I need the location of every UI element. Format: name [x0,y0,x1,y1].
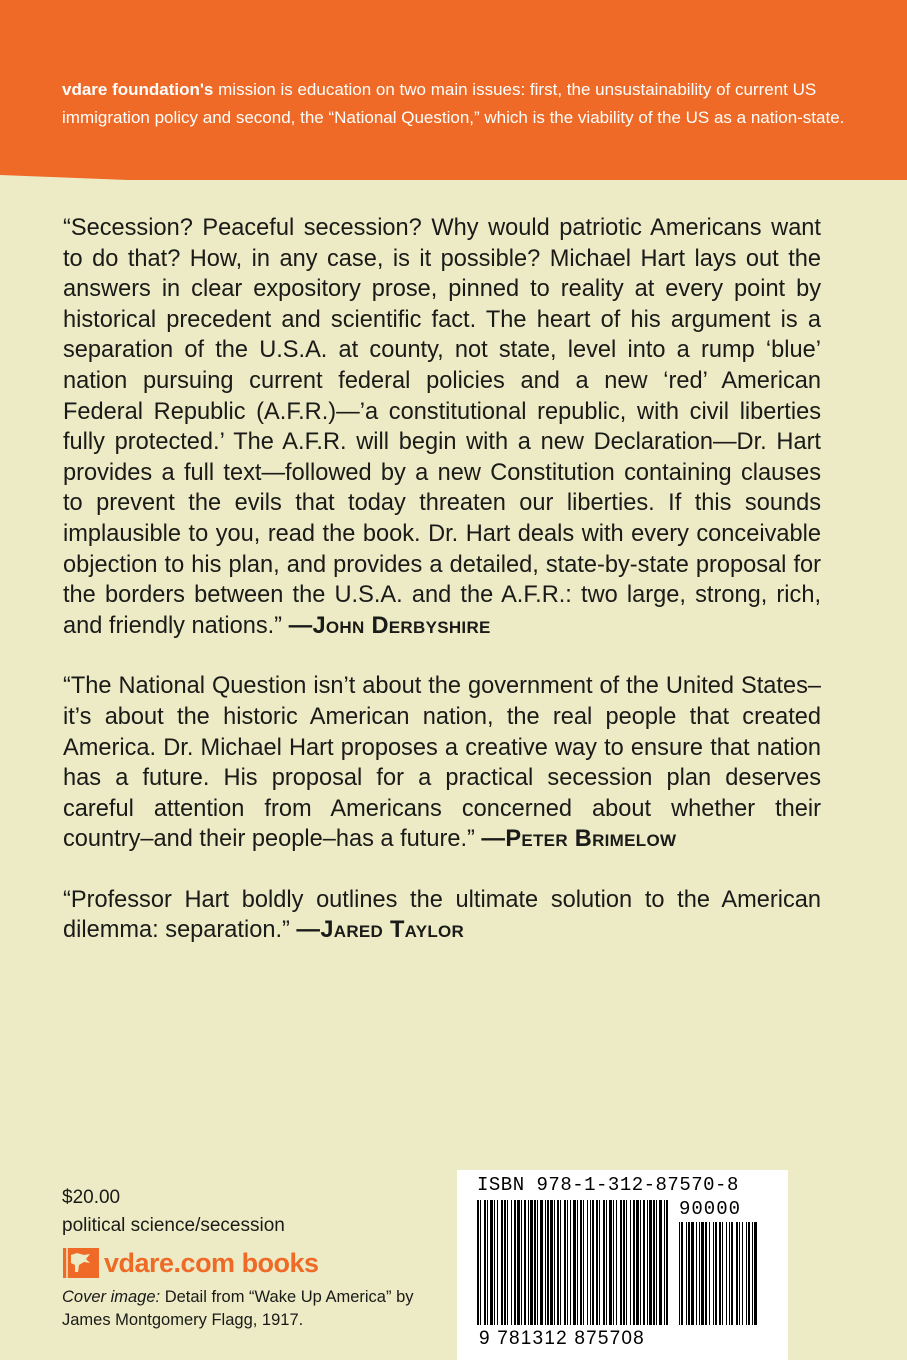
blurb-list [63,213,821,976]
blurb-attribution: —Jared Taylor [296,917,465,944]
blurb-attribution: —John Derbyshire [288,612,491,639]
blurb-taylor [63,885,821,946]
blurb-attribution: —Peter Brimelow [481,826,677,853]
cover-credit-text: Detail from “Wake Up America” by James Montgomery Flagg, 1917. [62,1288,414,1329]
blurb-derbyshire [63,213,821,641]
price-addon-code: 90000 [679,1198,742,1220]
barcode-digits: 9 781312 875708 [479,1328,645,1349]
blurb-text: “Secession? Peaceful secession? Why would patriotic Americans want to do that? How, in any case, is it possible? Michael Hart lays out the answers in clear expository prose, pinned to reality at every point by historical precedent and scientific fact. The heart of his argument is a separation of the U.S.A. at county, not state, level into a rump ‘blue’ nation pursuing current federal policies and a new ‘red’ American Federal Republic (A.F.R.)—’a constitutional republic, with civil liberties fully protected.’ The A.F.R. will begin with a new Declaration—Dr. Hart provides a full text—followed by a new Constitution containing clauses to prevent the evils that today threaten our liberties. If this sounds implausible to you, read the book. Dr. Hart deals with every conceivable objection to his plan, and provides a detailed, state-by-state proposal for the borders between the U.S.A. and the A.F.R.: two large, strong, rich, and friendly nations.” [63,215,821,639]
isbn-label: ISBN 978-1-312-87570-8 [477,1174,739,1196]
foundation-name: vdare foundation's [62,80,214,99]
blurb-text: “Professor Hart boldly outlines the ultimate solution to the American dilemma: separation.” [63,886,821,944]
barcode-box [457,1170,788,1360]
mission-text: mission is education on two main issues: first, the unsustainability of current US immigration policy and second, the “National Question,” which is the viability of the US as a nation-state. [62,80,845,127]
cover-credit [62,1286,442,1332]
mission-statement [62,76,862,132]
publisher-name: vdare.com books [104,1247,319,1278]
price-block [62,1184,442,1240]
blurb-text: “The National Question isn’t about the government of the United States–it’s about the historic American nation, the real people that created America. Dr. Michael Hart proposes a creative way to ensure that nation has a future. His proposal for a practical secession plan deserves careful attention from Americans concerned about whether their country–and their people–has a future.” [63,673,821,853]
blurb-brimelow [63,671,821,855]
category: political science/secession [62,1215,285,1236]
cover-credit-label: Cover image: [62,1288,161,1306]
publisher-flag-icon [62,1245,100,1281]
publisher-logo [62,1243,319,1283]
price: $20.00 [62,1187,121,1208]
